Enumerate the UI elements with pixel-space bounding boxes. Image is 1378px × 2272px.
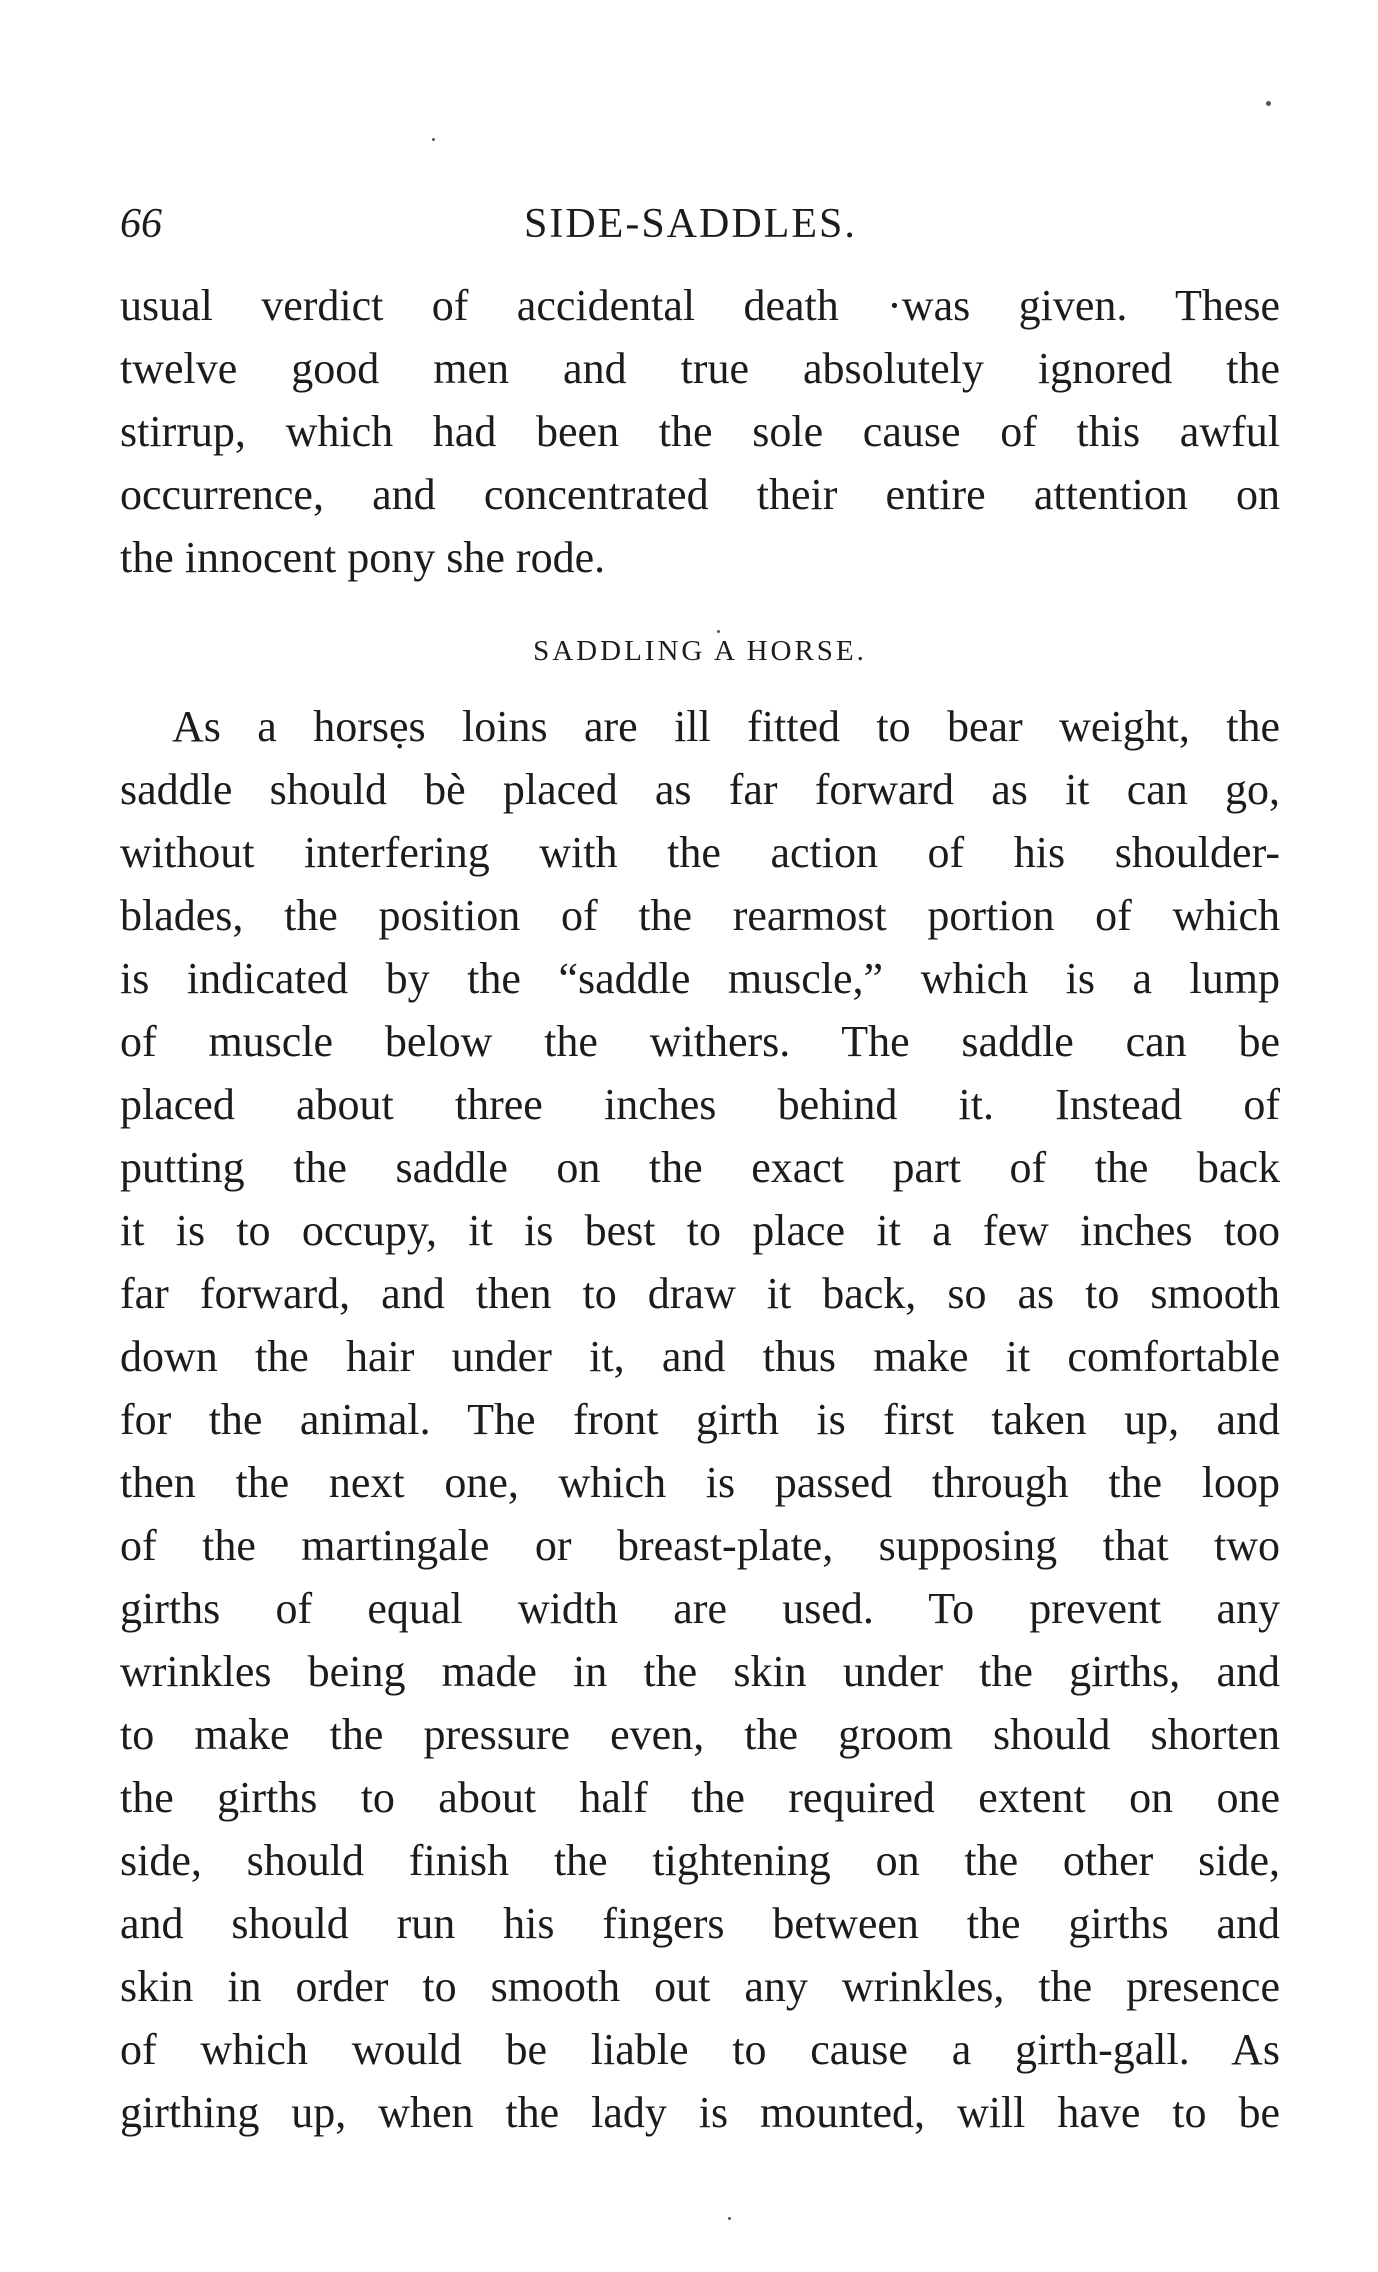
text-line: of which would be liable to cause a girth-gall. As <box>120 2025 1280 2074</box>
text-line: without interfering with the action of his shoulder- <box>120 828 1280 877</box>
text-line: to make the pressure even, the groom should shorten <box>120 1710 1280 1759</box>
text-line: of muscle below the withers. The saddle can be <box>120 1017 1280 1066</box>
page-number: 66 <box>120 201 162 247</box>
text-line: saddle should bè placed as far forward as it can go, <box>120 765 1280 814</box>
text-line: blades, the position of the rearmost portion of which <box>120 891 1280 940</box>
text-line: the innocent pony she rode. <box>120 533 606 582</box>
text-line: it is to occupy, it is best to place it a few inches too <box>120 1206 1280 1255</box>
text-line: down the hair under it, and thus make it comfortable <box>120 1332 1280 1381</box>
text-line: placed about three inches behind it. Instead of <box>120 1080 1280 1129</box>
text-line: far forward, and then to draw it back, so as to smooth <box>120 1269 1280 1318</box>
section-heading: SADDLING A HORSE. <box>533 635 867 667</box>
book-page <box>120 196 1280 2144</box>
text-line: As a horsẹs loins are ill fitted to bear weight, the <box>172 702 1280 751</box>
text-line: for the animal. The front girth is first taken up, and <box>120 1395 1280 1444</box>
paragraph-1 <box>120 274 1280 589</box>
text-line: side, should finish the tightening on the other side, <box>120 1836 1280 1885</box>
scan-speck <box>1266 101 1271 106</box>
text-line: twelve good men and true absolutely ignored the <box>120 344 1280 393</box>
text-line: wrinkles being made in the skin under the girths, and <box>120 1647 1280 1696</box>
text-line: of the martingale or breast-plate, supposing that two <box>120 1521 1280 1570</box>
running-title: SIDE-SADDLES. <box>524 201 857 247</box>
running-head <box>120 196 1280 252</box>
text-line: is indicated by the “saddle muscle,” which is a lump <box>120 954 1280 1003</box>
text-line: then the next one, which is passed through the loop <box>120 1458 1280 1507</box>
text-line: girths of equal width are used. To prevent any <box>120 1584 1280 1633</box>
text-line: and should run his fingers between the girths and <box>120 1899 1280 1948</box>
text-line: girthing up, when the lady is mounted, will have to be <box>120 2088 1280 2137</box>
scan-speck <box>728 2217 731 2220</box>
paragraph-2 <box>120 695 1280 2144</box>
text-line: putting the saddle on the exact part of the back <box>120 1143 1280 1192</box>
text-line: usual verdict of accidental death ·was given. These <box>120 281 1280 330</box>
text-line: skin in order to smooth out any wrinkles, the presence <box>120 1962 1280 2011</box>
text-line: stirrup, which had been the sole cause of this awful <box>120 407 1280 456</box>
text-line: occurrence, and concentrated their entire attention on <box>120 470 1280 519</box>
text-line: the girths to about half the required extent on one <box>120 1773 1280 1822</box>
scan-speck <box>432 138 435 141</box>
